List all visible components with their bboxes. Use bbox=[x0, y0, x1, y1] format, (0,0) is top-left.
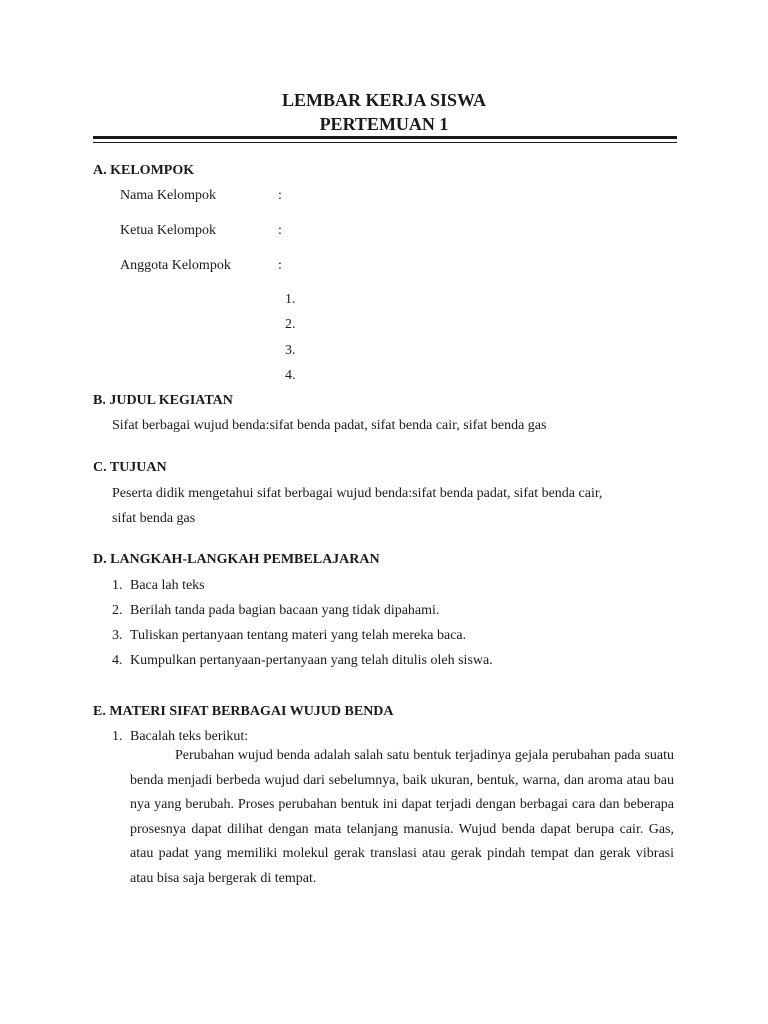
group-leader-colon: : bbox=[278, 223, 282, 238]
group-name-label: Nama Kelompok bbox=[120, 188, 217, 203]
title-divider-thin bbox=[93, 142, 677, 143]
step-number: 3. bbox=[112, 628, 123, 643]
section-c-heading: C. TUJUAN bbox=[93, 460, 167, 475]
material-item-text: Bacalah teks berikut: bbox=[130, 729, 249, 744]
page-title: LEMBAR KERJA SISWA bbox=[281, 90, 487, 110]
member-number: 1. bbox=[285, 292, 296, 307]
step-number: 4. bbox=[112, 653, 123, 668]
page-subtitle: PERTEMUAN 1 bbox=[319, 114, 449, 134]
activity-title-text: Sifat berbagai wujud benda:sifat benda padat, sifat benda cair, sifat benda gas bbox=[112, 418, 547, 433]
step-text: Tuliskan pertanyaan tentang materi yang telah mereka baca. bbox=[130, 628, 467, 643]
reading-paragraph: Perubahan wujud benda adalah salah satu bentuk terjadinya gejala perubahan pada suatu benda menjadi berbeda wujud dari sebelumnya, baik ukuran, bentuk, warna, dan aroma atau bau nya yang berubah. Proses perubahan bentuk ini dapat terjadi dengan berbagai cara dan beberapa prosesnya dapat dilihat dengan mata telanjang manusia. Wujud benda dapat berupa cair. Gas, atau padat yang memiliki molekul gerak translasi atau gerak pindah tempat dan gerak vibrasi atau bisa saja bergerak di tempat. bbox=[130, 748, 674, 886]
title-divider-thick bbox=[93, 136, 677, 139]
objective-text-line1: Peserta didik mengetahui sifat berbagai wujud benda:sifat benda padat, sifat benda cair, bbox=[112, 486, 603, 501]
section-e-heading: E. MATERI SIFAT BERBAGAI WUJUD BENDA bbox=[93, 704, 394, 719]
section-d-heading: D. LANGKAH-LANGKAH PEMBELAJARAN bbox=[93, 552, 380, 567]
member-number: 3. bbox=[285, 343, 296, 358]
group-members-label: Anggota Kelompok bbox=[120, 258, 231, 273]
material-item-number: 1. bbox=[112, 729, 123, 744]
member-number: 2. bbox=[285, 317, 296, 332]
step-number: 2. bbox=[112, 603, 123, 618]
step-text: Baca lah teks bbox=[130, 578, 205, 593]
section-b-heading: B. JUDUL KEGIATAN bbox=[93, 393, 233, 408]
group-name-colon: : bbox=[278, 188, 282, 203]
objective-text-line2: sifat benda gas bbox=[112, 511, 196, 526]
step-text: Berilah tanda pada bagian bacaan yang tidak dipahami. bbox=[130, 603, 440, 618]
step-text: Kumpulkan pertanyaan-pertanyaan yang telah ditulis oleh siswa. bbox=[130, 653, 493, 668]
member-number: 4. bbox=[285, 368, 296, 383]
group-leader-label: Ketua Kelompok bbox=[120, 223, 217, 238]
step-number: 1. bbox=[112, 578, 123, 593]
group-members-colon: : bbox=[278, 258, 282, 273]
section-a-heading: A. KELOMPOK bbox=[93, 163, 195, 178]
